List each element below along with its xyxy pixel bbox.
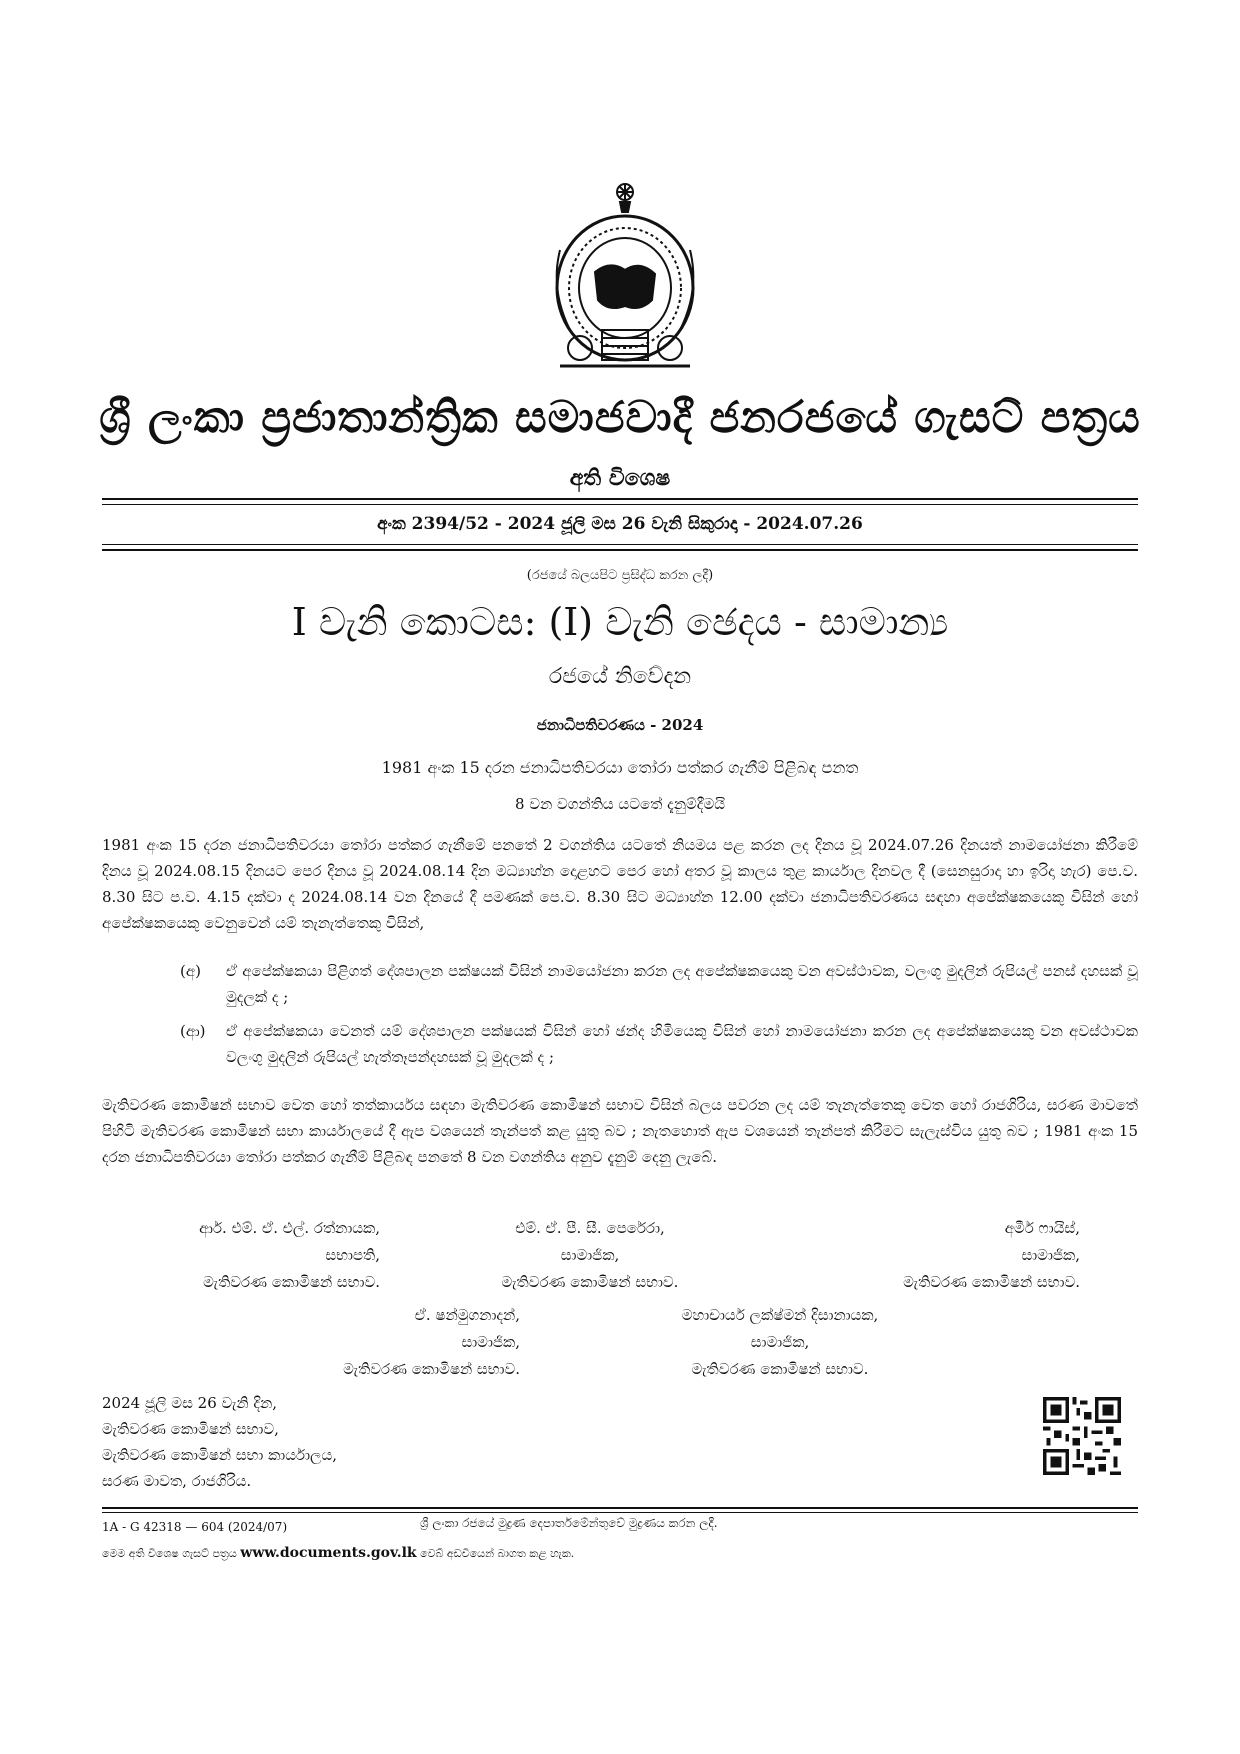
signatory-name: මහාචාර්ය ලක්ෂ්මන් දිසානායක,: [681, 1306, 879, 1324]
signatory-block: [60, 1215, 380, 1296]
signatory-block: [760, 1215, 1080, 1296]
footer-print-code: 1A - G 42318 — 604 (2024/07): [102, 1520, 288, 1534]
election-title: ජනාධිපතිවරණය - 2024: [536, 716, 704, 734]
notice-paragraph-2: මැතිවරණ කොමිෂන් සභාව වෙත හෝ තත්කාර්යය සඳහා මැතිවරණ කොමිෂන් සභාව විසින් බලය පවරන ලද යම් තැනැත්තෙකු වෙත හෝ රාජගිරිය, සරණ මාවතේ පිහිටි මැතිවරණ කොමිෂන් සභා කාර්යාලයේ දී ඇප වශයෙන් තැන්පත් කළ යුතු බව ; නැතහොත් ඇප වශයෙන් තැන්පත් කිරීමට සැලැස්විය යුතු බව ; 1981 අංක 15 දරන ජනාධිපතිවරයා තෝරා පත්කර ගැනීම් පිළිබඳ පනතේ 8 වන වගන්තිය අනුව දැනුම් දෙනු ලැබේ.: [102, 1096, 1138, 1166]
signatory-block: [430, 1215, 750, 1296]
signatory-name: අමීර් ෆායිස්,: [1004, 1219, 1080, 1237]
list-item: [180, 1018, 1138, 1070]
footer-rule-inner: [102, 1512, 1138, 1513]
masthead-rule-top: [102, 498, 1138, 500]
section-heading: රජයේ නිවේදන: [548, 664, 692, 689]
part-heading: I වැනි කොටස: (I) වැනි ඡෙදය - සාමාන්‍ය: [291, 600, 949, 644]
date-and-address-block: [102, 1390, 337, 1494]
footer-web-url[interactable]: www.documents.gov.lk: [240, 1545, 417, 1561]
signatory-name: එම්. ඒ. පී. සී. පෙරේරා,: [515, 1219, 665, 1237]
footer-web-prefix: මෙම අති විශෙෂ ගැසට් පත්‍රය: [102, 1547, 237, 1560]
authority-line: (රජයේ බලයපිට ප්‍රසිද්ධ කරන ලදී): [526, 568, 714, 583]
signatory-role: සාමාජික,: [461, 1333, 520, 1351]
signatory-role: සාමාජික,: [560, 1246, 620, 1264]
masthead-rule-bottom-inner: [102, 544, 1138, 545]
masthead-rule-top-inner: [102, 504, 1138, 505]
gazette-masthead-title: ශ්‍රී ලංකා ප්‍රජාතාන්ත්‍රික සමාජවාදී ජනරජයේ ගැසට් පත්‍රය: [99, 392, 1141, 443]
notice-title: 8 වන වගන්තිය යටතේ දැනුම්දීමයි: [514, 795, 726, 813]
date-line: 2024 ජූලි මස 26 වැනි දින,: [102, 1394, 278, 1412]
signatory-name: ඒ. ෂන්මුගනාදන්,: [414, 1306, 520, 1324]
address-line: මැතිවරණ කොමිෂන් සභා කාර්යාලය,: [102, 1446, 338, 1464]
footer-printer-line: ශ්‍රී ලංකා රජයේ මුද්‍රණ දෙපාර්තමේන්තුවේ මුද්‍රණය කරන ලදී.: [420, 1516, 718, 1530]
signatory-block: [620, 1302, 940, 1383]
signatory-body: මැතිවරණ කොමිෂන් සභාව.: [343, 1360, 520, 1378]
gazette-extraordinary-label: අති විශෙෂ: [569, 465, 671, 491]
address-line: මැතිවරණ කොමිෂන් සභාව,: [102, 1420, 279, 1438]
signatory-body: මැතිවරණ කොමිෂන් සභාව.: [691, 1360, 869, 1378]
list-item-text: ඒ අපේක්ෂකයා වෙනත් යම් දේශපාලන පක්ෂයක් විසින් හෝ ඡන්ද හිමියෙකු විසින් හෝ නාමයෝජනා කරන ලද අපේක්ෂකයෙකු වන අවස්ථාවක වලංගු මුදලින් රුපියල් හැත්තෑපන්දහසක් වූ මුදලක් ද ;: [226, 1022, 1138, 1066]
notice-paragraph-1: 1981 අංක 15 දරන ජනාධිපතිවරයා තෝරා පත්කර ගැනීමේ පනතේ 2 වගන්තිය යටතේ නියමය පළ කරන ලද දිනය වූ 2024.07.26 දිනයත් නාමයෝජනා කිරීමේ දිනය වූ 2024.08.15 දිනයට පෙර දිනය වූ 2024.08.14 දින මධ්‍යාහ්න දොළහට පෙර හෝ අතර වූ කාලය තුළ කාර්යාල දිනවල දී (සෙනසුරාදා හා ඉරිදා හැර) පෙ.ව. 8.30 සිට ප.ව. 4.15 දක්වා ද 2024.08.14 වන දිනයේ දී පමණක් පෙ.ව. 8.30 සිට මධ්‍යාහ්න 12.00 දක්වා ජනාධිපතිවරණය සඳහා අපේක්ෂකයෙකු විසින් හෝ අපේක්ෂකයෙකු වෙනුවෙන් යම් තැනැත්තෙකු විසින්,: [102, 836, 1138, 932]
list-item: [180, 958, 1138, 1010]
masthead-rule-bottom: [102, 549, 1138, 551]
signatory-role: සභාපති,: [325, 1246, 380, 1264]
footer-web-line: [102, 1545, 574, 1561]
signatory-role: සාමාජික,: [1021, 1246, 1080, 1264]
signatory-body: මැතිවරණ කොමිෂන් සභාව.: [903, 1273, 1080, 1291]
act-title: 1981 අංක 15 දරන ජනාධිපතිවරයා තෝරා පත්කර ගැනීම් පිළිබඳ පනත: [381, 758, 859, 777]
signatory-body: මැතිවරණ කොමිෂන් සභාව.: [203, 1273, 380, 1291]
signatory-name: ආර්. එම්. ඒ. එල්. රත්නායක,: [199, 1219, 380, 1237]
footer-web-suffix: වෙබ් අඩවියෙන් බාගත කළ හැක.: [420, 1547, 575, 1560]
address-line: සරණ මාවත, රාජගිරිය.: [102, 1472, 252, 1490]
issue-line: අංක 2394/52 - 2024 ජූලි මස 26 වැනි සිකුරාදා - 2024.07.26: [377, 514, 863, 534]
footer-rule: [102, 1507, 1138, 1509]
sri-lanka-state-emblem-icon: [540, 180, 710, 375]
signatory-role: සාමාජික,: [750, 1333, 810, 1351]
list-item-text: ඒ අපේක්ෂකයා පිළිගත් දේශපාලන පක්ෂයක් විසින් නාමයෝජනා කරන ලද අපේක්ෂකයෙකු වන අවස්ථාවක, වලංගු මුදලින් රුපියල් පනස් දහසක් වූ මුදලක් ද ;: [226, 962, 1138, 1006]
signatory-body: මැතිවරණ කොමිෂන් සභාව.: [501, 1273, 679, 1291]
signatory-block: [200, 1302, 520, 1383]
qr-code-icon: [1043, 1397, 1121, 1475]
list-item-marker: (අ): [180, 962, 201, 980]
list-item-marker: (ආ): [180, 1022, 206, 1040]
